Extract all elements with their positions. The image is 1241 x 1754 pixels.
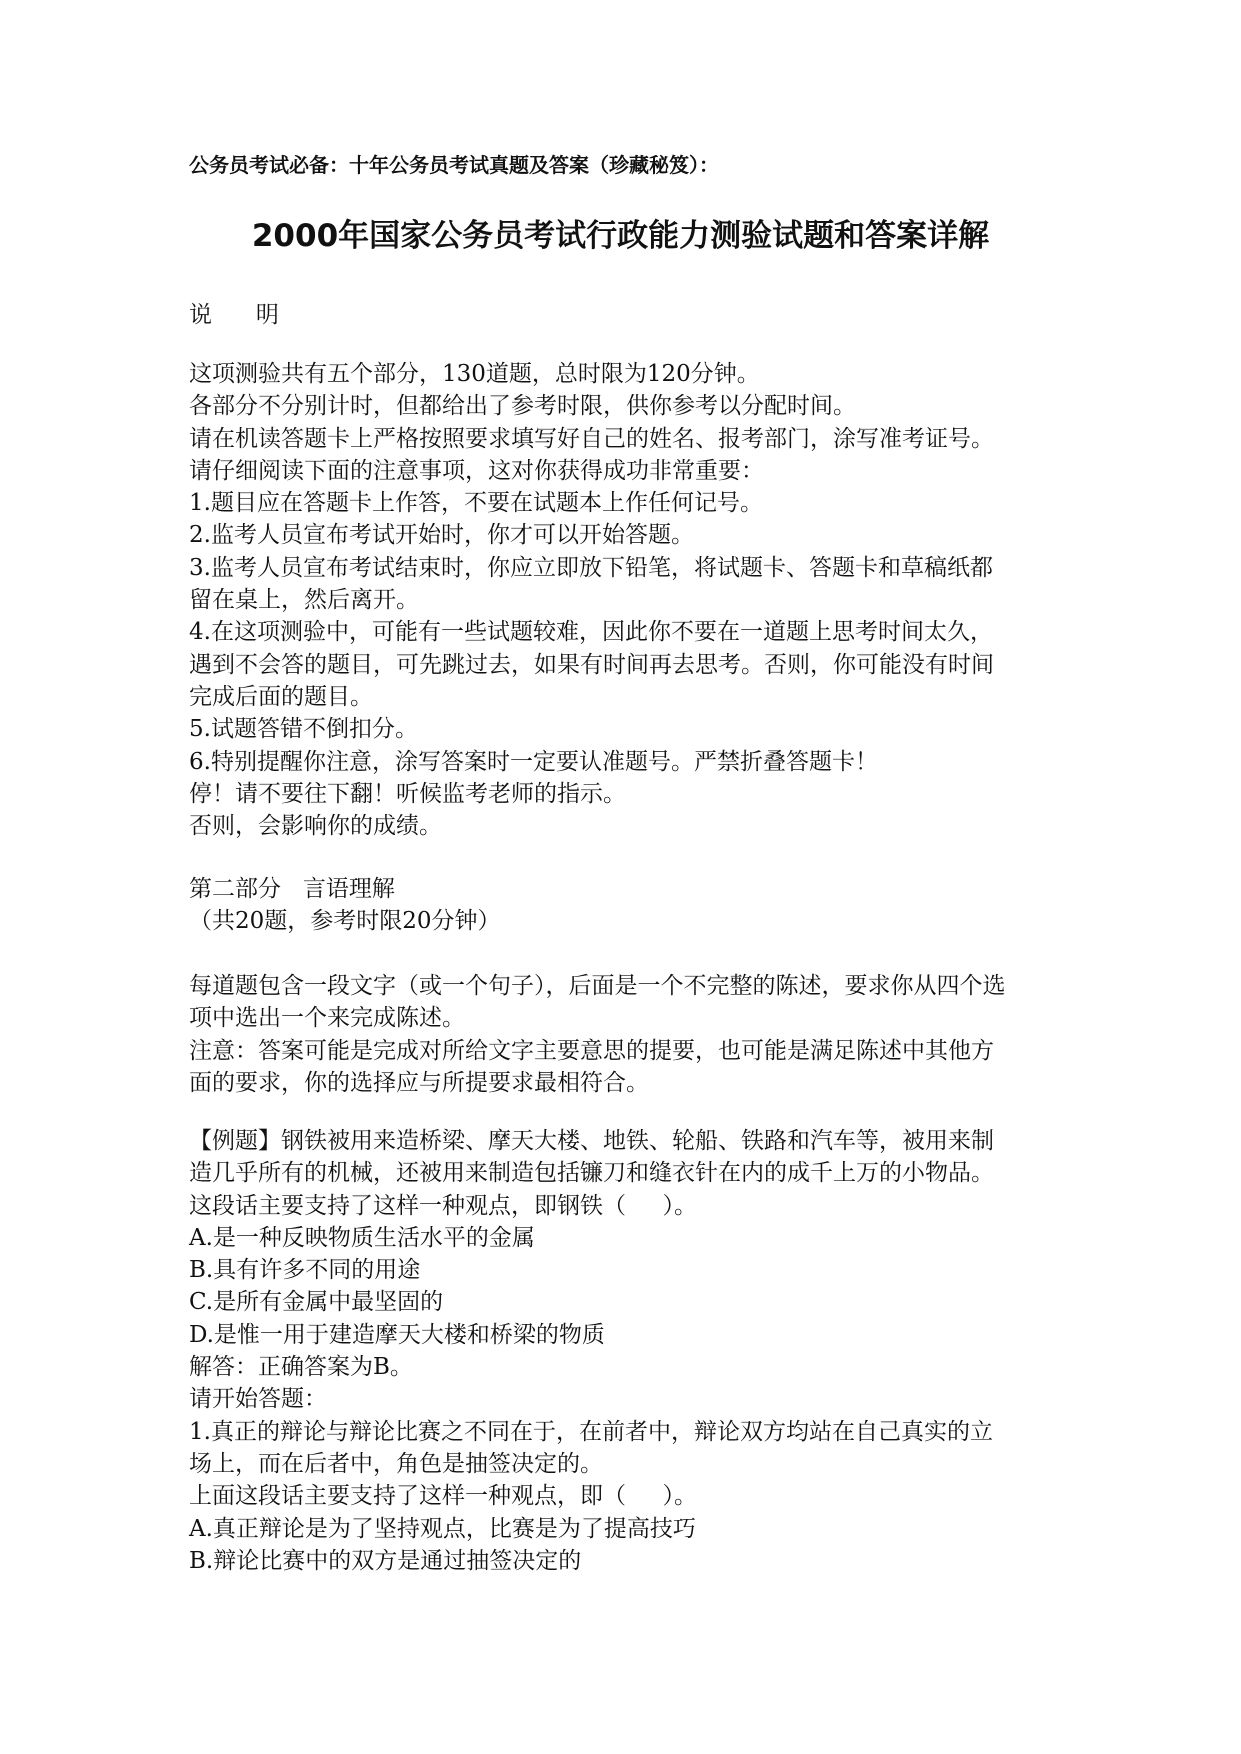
section-label: 说 明 xyxy=(189,302,279,328)
header-note: 公务员考试必备：十年公务员考试真题及答案（珍藏秘笈）： xyxy=(189,153,719,177)
example-line: 【例题】钢铁被用来造桥梁、摩天大楼、地铁、轮船、铁路和汽车等，被用来制 xyxy=(189,1128,994,1154)
intro-line: 请仔细阅读下面的注意事项，这对你获得成功非常重要： xyxy=(189,457,764,484)
instructions-section xyxy=(189,970,1069,1099)
question-line: 上面这段话主要支持了这样一种观点，即（ ）。 xyxy=(189,1483,698,1510)
part-two-heading xyxy=(189,873,1069,938)
intro-line: 2.监考人员宣布考试开始时，你才可以开始答题。 xyxy=(189,522,694,549)
intro-line: 4.在这项测验中，可能有一些试题较难，因此你不要在一道题上思考时间太久， xyxy=(189,619,993,646)
instruction-line: 项中选出一个来完成陈述。 xyxy=(189,1005,465,1032)
intro-line: 各部分不分别计时，但都给出了参考时限，供你参考以分配时间。 xyxy=(189,393,856,420)
option-line: D.是惟一用于建造摩天大楼和桥梁的物质 xyxy=(189,1321,605,1348)
example-line: 这段话主要支持了这样一种观点，即钢铁（ ）。 xyxy=(189,1192,698,1219)
question-line: 场上，而在后者中，角色是抽签决定的。 xyxy=(189,1450,603,1477)
option-line: C.是所有金属中最坚固的 xyxy=(189,1289,444,1316)
option-line: B.辩论比赛中的双方是通过抽签决定的 xyxy=(189,1547,582,1574)
page-title: 2000年国家公务员考试行政能力测验试题和答案详解 xyxy=(251,218,990,254)
intro-line: 否则，会影响你的成绩。 xyxy=(189,813,442,840)
intro-line: 这项测验共有五个部分，130道题，总时限为120分钟。 xyxy=(189,361,760,387)
part-subtitle: （共20题，参考时限20分钟） xyxy=(189,908,501,935)
option-line: A.真正辩论是为了坚持观点，比赛是为了提高技巧 xyxy=(189,1515,696,1542)
intro-line: 遇到不会答的题目，可先跳过去，如果有时间再去思考。否则，你可能没有时间 xyxy=(189,651,994,678)
instruction-line: 注意：答案可能是完成对所给文字主要意思的提要，也可能是满足陈述中其他方 xyxy=(189,1037,994,1064)
intro-line: 完成后面的题目。 xyxy=(189,683,373,710)
answer-line: 解答：正确答案为B。 xyxy=(189,1354,413,1381)
example-line: 造几乎所有的机械，还被用来制造包括镰刀和缝衣针在内的成千上万的小物品。 xyxy=(189,1160,994,1187)
instruction-line: 面的要求，你的选择应与所提要求最相符合。 xyxy=(189,1069,649,1096)
start-prompt: 请开始答题： xyxy=(189,1386,327,1413)
intro-line: 1.题目应在答题卡上作答，不要在试题本上作任何记号。 xyxy=(189,490,763,517)
intro-line: 留在桌上，然后离开。 xyxy=(189,587,419,614)
question-line: 1.真正的辩论与辩论比赛之不同在于，在前者中，辩论双方均站在自己真实的立 xyxy=(189,1418,993,1445)
part-title: 第二部分 言语理解 xyxy=(189,876,395,902)
intro-line: 5.试题答错不倒扣分。 xyxy=(189,716,418,743)
intro-line: 3.监考人员宣布考试结束时，你应立即放下铅笔，将试题卡、答题卡和草稿纸都 xyxy=(189,554,993,581)
option-line: B.具有许多不同的用途 xyxy=(189,1257,421,1284)
option-line: A.是一种反映物质生活水平的金属 xyxy=(189,1224,535,1251)
intro-line: 停！请不要往下翻！听候监考老师的指示。 xyxy=(189,780,626,807)
intro-section xyxy=(189,358,1069,842)
example-and-questions xyxy=(189,1125,1069,1577)
intro-line: 请在机读答题卡上严格按照要求填写好自己的姓名、报考部门，涂写准考证号。 xyxy=(189,425,994,452)
intro-line: 6.特别提醒你注意，涂写答案时一定要认准题号。严禁折叠答题卡！ xyxy=(189,748,878,775)
instruction-line: 每道题包含一段文字（或一个句子），后面是一个不完整的陈述，要求你从四个选 xyxy=(189,973,1006,999)
